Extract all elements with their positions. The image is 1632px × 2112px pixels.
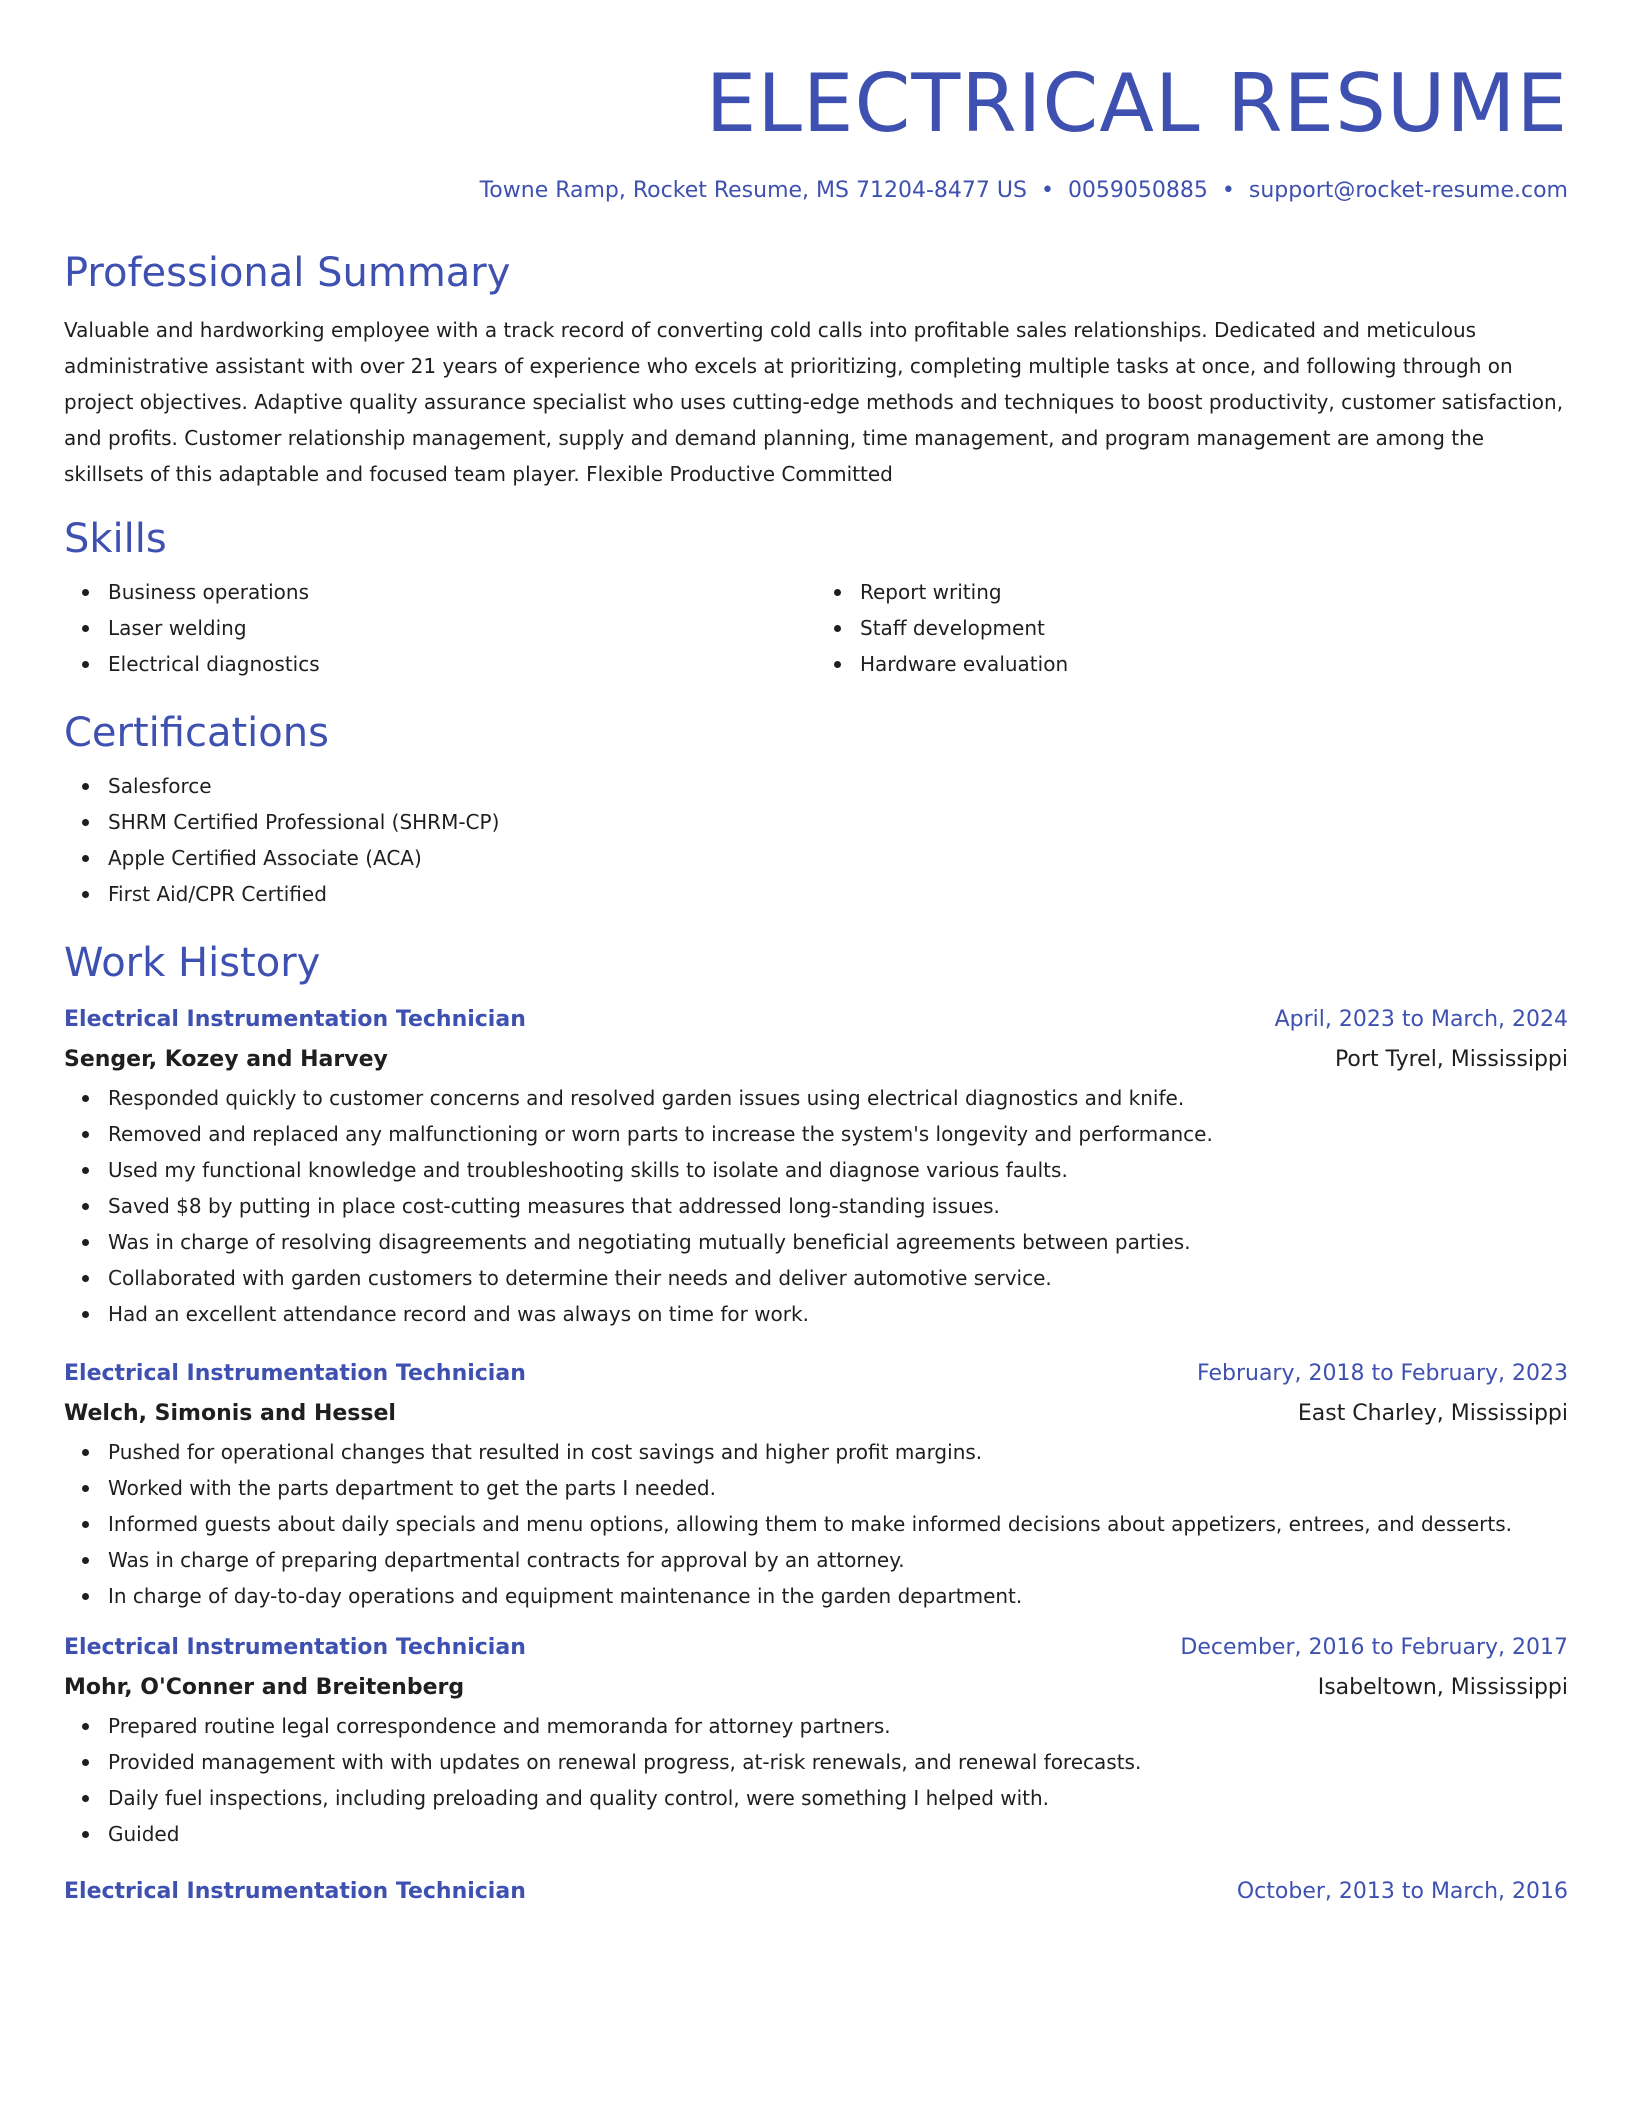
job-dates: December, 2016 to February, 2017 [1180,1635,1568,1660]
job-title-row [64,1628,1568,1668]
summary-section [64,248,1568,492]
skills-grid [64,574,1568,682]
resume-header [64,0,1568,206]
section-heading-certifications: Certifications [64,710,329,756]
job-bullet: Removed and replaced any malfunctioning or worn parts to increase the system's longevity and performance. [108,1116,1568,1152]
job-bullet: Prepared routine legal correspondence and memoranda for attorney partners. [108,1708,1568,1744]
job-location: Isabeltown, Mississippi [1317,1675,1568,1700]
summary-text: Valuable and hardworking employee with a track record of converting cold calls into profitable sales relationships. Dedicated and meticulous administrative assistant with over 21 years of experience who excels at prioritizing, completing multiple tasks at once, and following through on project objectives. Adaptive quality assurance specialist who uses cutting-edge methods and techniques to boost productivity, customer satisfaction, and profits. Customer relationship management, supply and demand planning, time management, and program management are among the skillsets of this adaptable and focused team player. Flexible Productive Committed [64,318,1564,486]
job-bullet: Guided [108,1816,1568,1852]
job-company: Senger, Kozey and Harvey [64,1047,388,1072]
certifications-list [64,768,1568,912]
job-entry [64,1628,1568,1852]
job-title: Electrical Instrumentation Technician [64,1007,526,1032]
contact-address: Towne Ramp, Rocket Resume, MS 71204-8477 US [479,178,1027,203]
skills-list-right [816,574,1568,682]
job-title-row [64,1354,1568,1394]
job-bullet: Collaborated with garden customers to determine their needs and deliver automotive service. [108,1260,1568,1296]
contact-email[interactable]: support@rocket-resume.com [1248,178,1568,203]
job-entry [64,1000,1568,1332]
job-title-row [64,1872,1568,1912]
job-bullet-list [64,1080,1568,1332]
job-dates: October, 2013 to March, 2016 [1236,1879,1568,1904]
job-bullet: Daily fuel inspections, including preloading and quality control, were something I helped with. [108,1780,1568,1816]
job-bullet: Pushed for operational changes that resulted in cost savings and higher profit margins. [108,1434,1568,1470]
job-company-row [64,1040,1568,1080]
skills-list-left [64,574,816,682]
certification-item: Apple Certified Associate (ACA) [108,840,1568,876]
contact-separator: • [1221,178,1235,203]
job-bullet-list [64,1708,1568,1852]
contact-line [64,176,1568,206]
skills-column-left [64,574,816,682]
job-dates: February, 2018 to February, 2023 [1197,1361,1568,1386]
certifications-section [64,708,1568,912]
job-title-row [64,1000,1568,1040]
job-company-row [64,1394,1568,1434]
work-history-section [64,938,1568,1912]
job-bullet: Worked with the parts department to get the parts I needed. [108,1470,1568,1506]
contact-separator: • [1040,178,1054,203]
skill-item: Laser welding [108,610,816,646]
job-company-row [64,1668,1568,1708]
job-bullet: In charge of day-to-day operations and equipment maintenance in the garden department. [108,1578,1568,1614]
job-bullet: Informed guests about daily specials and menu options, allowing them to make informed decisions about appetizers, entrees, and desserts. [108,1506,1568,1542]
skill-item: Report writing [860,574,1568,610]
contact-phone: 0059050885 [1067,178,1208,203]
skill-item: Business operations [108,574,816,610]
job-entry [64,1354,1568,1614]
job-bullet: Responded quickly to customer concerns and resolved garden issues using electrical diagnostics and knife. [108,1080,1568,1116]
job-bullet: Saved $8 by putting in place cost-cutting measures that addressed long-standing issues. [108,1188,1568,1224]
job-title: Electrical Instrumentation Technician [64,1361,526,1386]
job-bullet: Provided management with with updates on renewal progress, at-risk renewals, and renewal forecasts. [108,1744,1568,1780]
certification-item: SHRM Certified Professional (SHRM-CP) [108,804,1568,840]
job-bullet-list [64,1434,1568,1614]
job-company: Welch, Simonis and Hessel [64,1401,396,1426]
job-bullet: Was in charge of resolving disagreements and negotiating mutually beneficial agreements between parties. [108,1224,1568,1260]
job-title: Electrical Instrumentation Technician [64,1879,526,1904]
job-dates: April, 2023 to March, 2024 [1274,1007,1568,1032]
certification-item: First Aid/CPR Certified [108,876,1568,912]
resume-title: ELECTRICAL RESUME [705,57,1568,150]
section-heading-work-history: Work History [64,940,321,986]
skill-item: Electrical diagnostics [108,646,816,682]
skills-section [64,514,1568,682]
certification-item: Salesforce [108,768,1568,804]
section-heading-summary: Professional Summary [64,250,511,296]
skill-item: Staff development [860,610,1568,646]
job-bullet: Used my functional knowledge and troubleshooting skills to isolate and diagnose various faults. [108,1152,1568,1188]
skills-column-right [816,574,1568,682]
job-bullet: Had an excellent attendance record and was always on time for work. [108,1296,1568,1332]
skill-item: Hardware evaluation [860,646,1568,682]
job-entry [64,1872,1568,1912]
job-title: Electrical Instrumentation Technician [64,1635,526,1660]
job-company: Mohr, O'Conner and Breitenberg [64,1675,465,1700]
job-bullet: Was in charge of preparing departmental contracts for approval by an attorney. [108,1542,1568,1578]
job-location: Port Tyrel, Mississippi [1334,1047,1568,1072]
section-heading-skills: Skills [64,516,167,562]
job-location: East Charley, Mississippi [1297,1401,1568,1426]
